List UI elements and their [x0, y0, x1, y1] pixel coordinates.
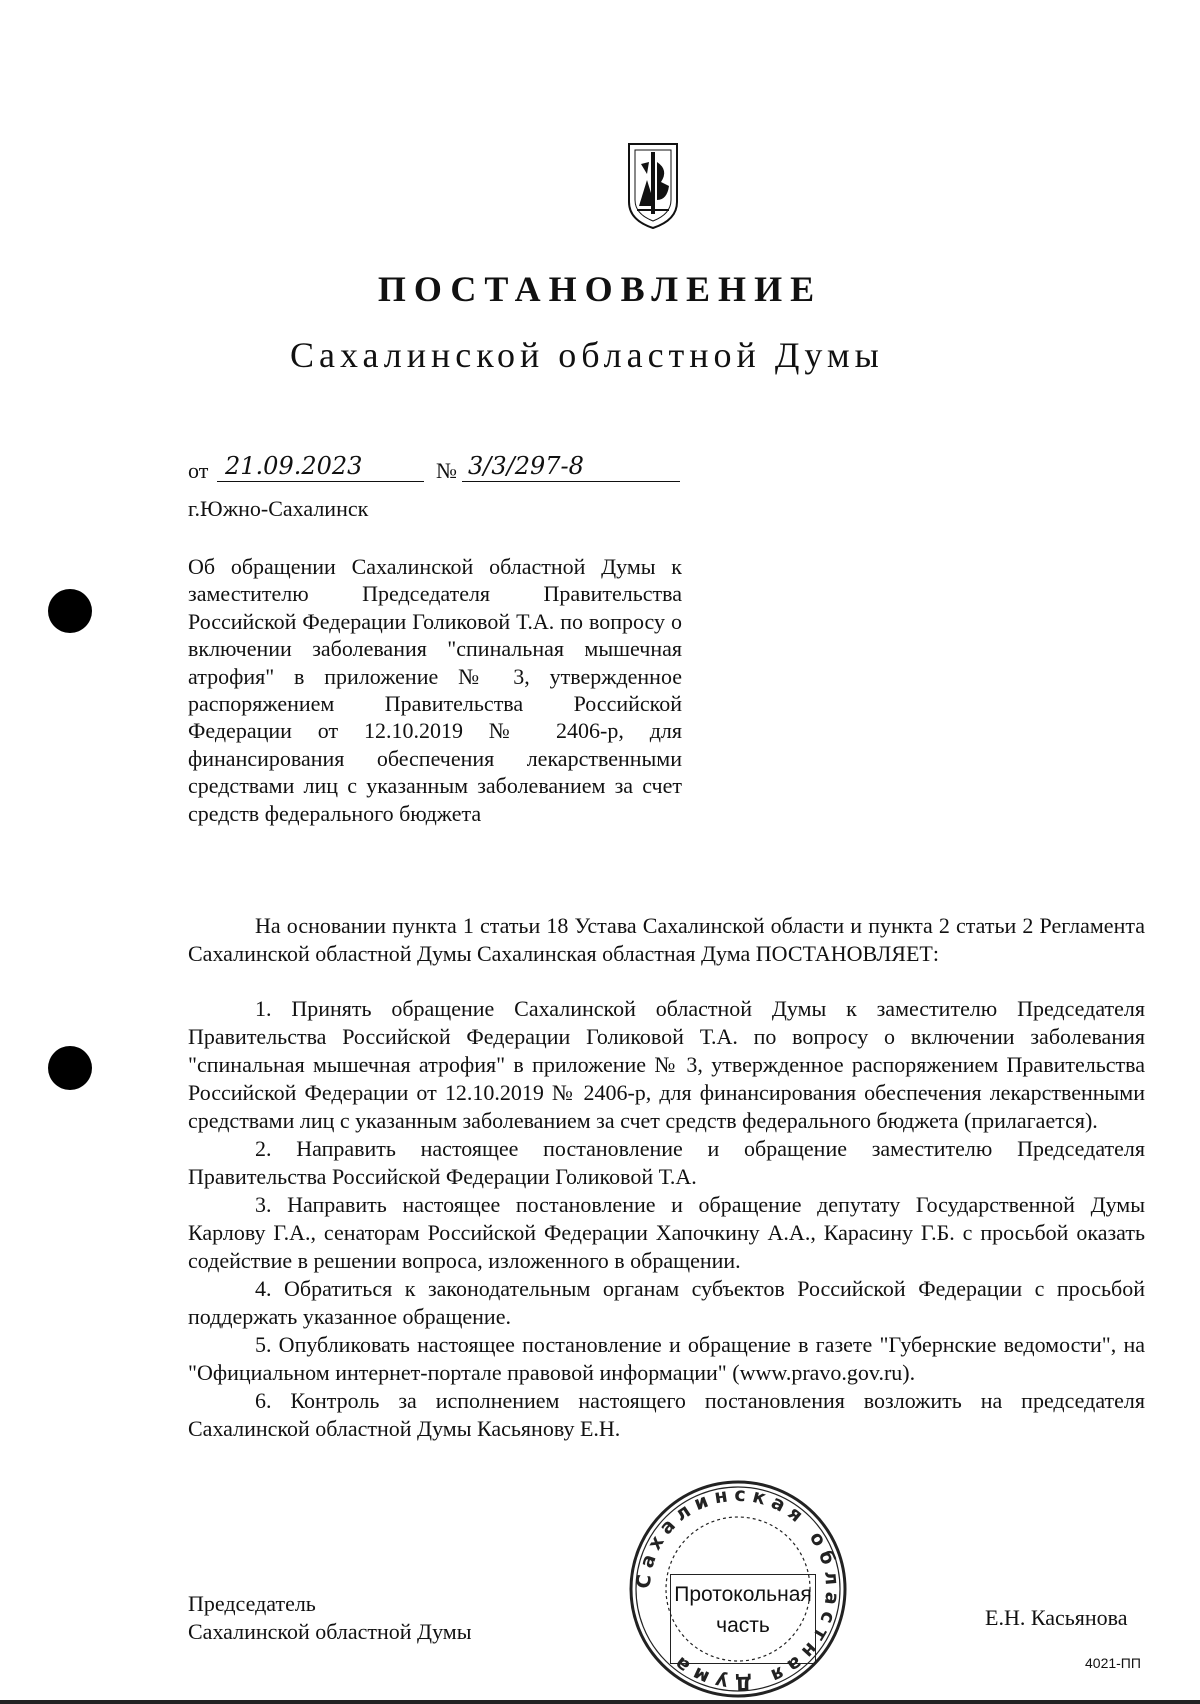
city: г.Южно-Сахалинск — [188, 496, 369, 521]
form-code: 4021-ПП — [1085, 1655, 1141, 1671]
resolution-item: 2. Направить настоящее постановление и обращение заместителю Председателя Правительства Российской Федерации Голиковой Т.А. — [188, 1136, 1145, 1189]
resolution-item: 4. Обратиться к законодательным органам субъектов Российской Федерации с просьбой поддержать указанное обращение. — [188, 1276, 1145, 1329]
resolution-item: 6. Контроль за исполнением настоящего постановления возложить на председателя Сахалинской областной Думы Касьянову Е.Н. — [188, 1388, 1145, 1441]
position-line-2: Сахалинской областной Думы — [188, 1619, 472, 1644]
seal-inner-box — [670, 1574, 816, 1664]
seal-inner-line-2: часть — [716, 1614, 770, 1637]
date-prefix: от — [188, 458, 209, 483]
signatory-name: Е.Н. Касьянова — [985, 1605, 1128, 1630]
punch-hole — [48, 1046, 92, 1090]
svg-text:Сахалинская областная Дума: Сахалинская областная Дума — [632, 1483, 844, 1695]
resolution-item: 3. Направить настоящее постановление и обращение депутату Государственной Думы Карлову Г.А., сенаторам Российской Федерации Хапочкину А.А., Карасину Г.Б. с просьбой оказать содействие в решении вопроса, изложенного в обращении. — [188, 1192, 1145, 1273]
preamble — [188, 912, 1145, 968]
number-prefix: № — [436, 458, 457, 483]
signatory-position — [188, 1590, 471, 1646]
document-title: ПОСТАНОВЛЕНИЕ — [377, 269, 823, 309]
resolution-item: 1. Принять обращение Сахалинской областной Думы к заместителю Председателя Правительства Российской Федерации Голиковой Т.А. по вопросу о включении заболевания "спинальная мышечная атрофия" в приложение № 3, утвержденное распоряжением Правительства Российской Федерации от 12.10.2019 № 2406-р, для финансирования обеспечения лекарственными средствами лиц с указанным заболеванием за счет средств федерального бюджета (прилагается). — [188, 996, 1145, 1133]
resolution-item: 5. Опубликовать настоящее постановление и обращение в газете "Губернские ведомости", на "Официальном интернет-портале правовой информации" (www.pravo.gov.ru). — [188, 1332, 1145, 1385]
document-subtitle: Сахалинской областной Думы — [290, 335, 884, 375]
date-number-line — [188, 452, 584, 486]
position-line-1: Председатель — [188, 1591, 316, 1616]
number-value: 3/3/297-8 — [462, 452, 680, 482]
resolution-items — [188, 995, 1145, 1443]
preamble-text: На основании пункта 1 статьи 18 Устава Сахалинской области и пункта 2 статьи 2 Регламента Сахалинской областной Думы Сахалинская областная Дума ПОСТАНОВЛЯЕТ: — [188, 913, 1145, 966]
seal-inner-line-1: Протокольная — [674, 1583, 812, 1606]
subject-heading: Об обращении Сахалинской областной Думы к заместителю Председателя Правительства Российской Федерации Голиковой Т.А. по вопросу о включении заболевания "спинальная мышечная атрофия" в приложение № 3, утвержденное распоряжением Правительства Российской Федерации от 12.10.2019 № 2406-р, для финансирования обеспечения лекарственными средствами лиц с указанным заболеванием за счет средств федерального бюджета — [188, 554, 682, 826]
date-value: 21.09.2023 — [217, 452, 424, 482]
scan-edge — [0, 1700, 1200, 1704]
punch-hole — [48, 589, 92, 633]
coat-of-arms-icon — [625, 140, 681, 230]
